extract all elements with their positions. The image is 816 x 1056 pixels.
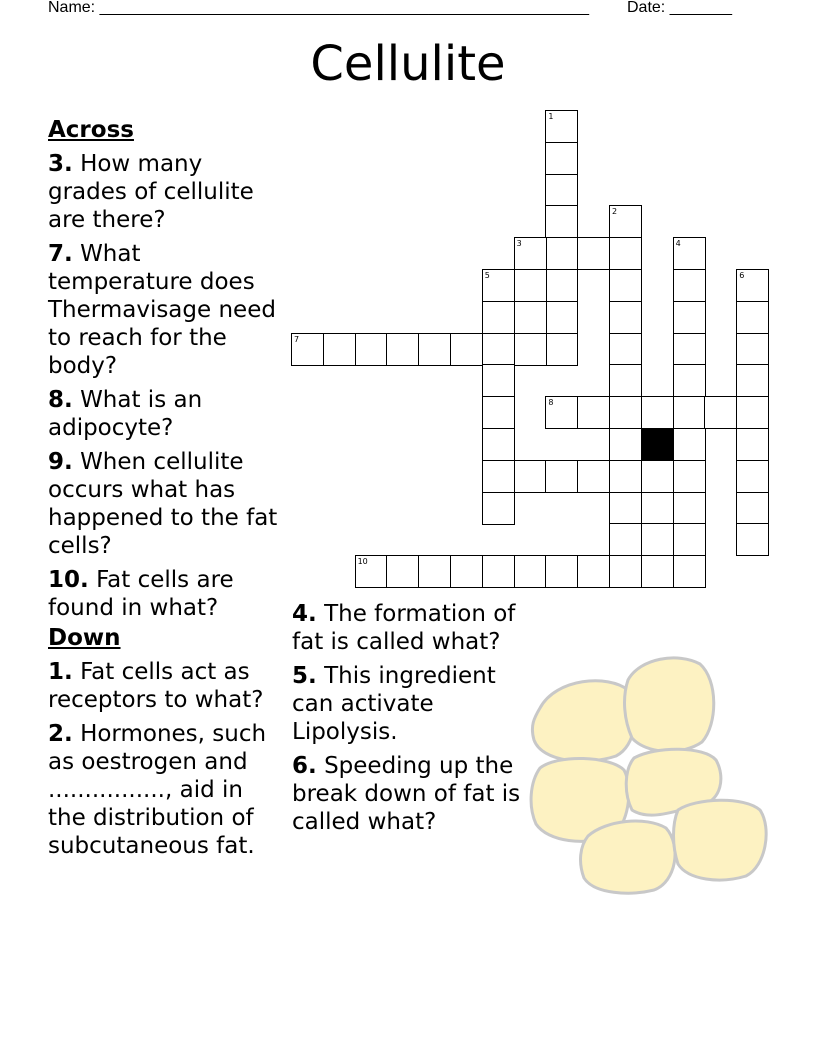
crossword-cell[interactable] — [418, 555, 451, 588]
crossword-cell[interactable] — [736, 523, 769, 556]
crossword-cell[interactable] — [673, 523, 706, 556]
crossword-cell[interactable] — [545, 205, 578, 238]
cell-number: 1 — [548, 112, 554, 121]
crossword-cell[interactable] — [482, 269, 515, 302]
crossword-cell[interactable] — [355, 333, 388, 366]
fat-cells-icon — [528, 650, 772, 898]
cell-number: 2 — [612, 207, 618, 217]
page-title: Cellulite — [310, 36, 506, 92]
crossword-cell[interactable] — [545, 301, 578, 334]
crossword-cell[interactable] — [418, 333, 451, 366]
down-clue-6: 6. Speeding up the break down of fat is called what? — [292, 753, 521, 835]
crossword-cell[interactable] — [704, 396, 737, 429]
crossword-cell[interactable] — [482, 333, 515, 366]
cell-number: 8 — [548, 398, 554, 408]
crossword-cell[interactable] — [545, 110, 578, 143]
crossword-cell[interactable] — [736, 333, 769, 366]
cell-number: 6 — [739, 271, 745, 280]
crossword-cell[interactable] — [545, 555, 578, 588]
crossword-cell[interactable] — [609, 492, 642, 525]
crossword-cell[interactable] — [482, 301, 515, 334]
crossword-cell[interactable] — [482, 396, 515, 429]
fat-cell-shapes — [531, 658, 766, 893]
crossword-cell[interactable] — [450, 333, 483, 366]
crossword-cell[interactable] — [736, 301, 769, 334]
crossword-cell[interactable] — [609, 301, 642, 334]
crossword-cell[interactable] — [673, 555, 706, 588]
crossword-cell[interactable] — [450, 555, 483, 588]
fat-cell-icon — [625, 658, 714, 751]
crossword-cell[interactable] — [514, 333, 547, 366]
crossword-cell[interactable] — [641, 492, 674, 525]
crossword-black-cell — [641, 428, 674, 461]
crossword-cell[interactable] — [641, 523, 674, 556]
cell-number: 10 — [357, 557, 368, 567]
crossword-cell[interactable] — [577, 396, 610, 429]
crossword-cell[interactable] — [545, 142, 578, 175]
cell-number: 3 — [516, 239, 522, 249]
crossword-cell[interactable] — [673, 301, 706, 334]
crossword-cell[interactable] — [609, 555, 642, 588]
crossword-cell[interactable] — [545, 460, 578, 493]
fat-cell-icon — [532, 681, 634, 761]
crossword-cell[interactable] — [577, 555, 610, 588]
crossword-cell[interactable] — [609, 364, 642, 397]
crossword-cell[interactable] — [641, 460, 674, 493]
fat-cell-icon — [674, 800, 767, 880]
crossword-cell[interactable] — [577, 460, 610, 493]
cell-number: 7 — [294, 334, 300, 344]
crossword-cell[interactable] — [323, 333, 356, 366]
crossword-cell[interactable] — [514, 555, 547, 588]
crossword-cell[interactable] — [736, 364, 769, 397]
crossword-cell[interactable] — [673, 333, 706, 366]
crossword-cell[interactable] — [673, 396, 706, 429]
crossword-cell[interactable] — [609, 523, 642, 556]
across-heading: Across — [48, 117, 134, 143]
crossword-cell[interactable] — [545, 333, 578, 366]
crossword-cell[interactable] — [482, 492, 515, 525]
cell-number: 4 — [675, 239, 681, 249]
crossword-cell[interactable] — [641, 396, 674, 429]
down-heading: Down — [48, 625, 121, 651]
across-clue-10: 10. Fat cells are found in what? — [48, 567, 234, 621]
crossword-cell[interactable] — [545, 269, 578, 302]
crossword-cell[interactable] — [609, 460, 642, 493]
crossword-cell[interactable] — [609, 333, 642, 366]
crossword-cell[interactable] — [514, 237, 547, 270]
down-clue-5: 5. This ingredient can activate Lipolysis. — [292, 663, 496, 745]
crossword-cell[interactable] — [577, 237, 610, 270]
crossword-cell[interactable] — [514, 460, 547, 493]
crossword-cell[interactable] — [736, 492, 769, 525]
down-clue-2: 2. Hormones, such as oestrogen and ................, aid in the distribution of subcutaneous fat. — [48, 721, 267, 859]
crossword-cell[interactable] — [514, 269, 547, 302]
crossword-cell[interactable] — [482, 428, 515, 461]
crossword-cell[interactable] — [609, 237, 642, 270]
name-field[interactable]: Name: _______________________________________________________ — [48, 0, 589, 16]
crossword-cell[interactable] — [736, 269, 769, 302]
crossword-cell[interactable] — [736, 428, 769, 461]
fat-cell-icon — [581, 821, 676, 893]
crossword-cell[interactable] — [609, 205, 642, 238]
across-clue-7: 7. What temperature does Thermavisage need to reach for the body? — [48, 241, 276, 379]
crossword-cell[interactable] — [673, 460, 706, 493]
crossword-cell[interactable] — [736, 396, 769, 429]
across-clue-9: 9. When cellulite occurs what has happened to the fat cells? — [48, 449, 278, 559]
crossword-cell[interactable] — [673, 364, 706, 397]
crossword-cell[interactable] — [736, 460, 769, 493]
crossword-cell[interactable] — [673, 428, 706, 461]
crossword-cell[interactable] — [673, 237, 706, 270]
cell-number: 5 — [484, 271, 490, 280]
crossword-cell[interactable] — [545, 174, 578, 207]
clues-left-column — [48, 116, 280, 866]
crossword-cell[interactable] — [291, 333, 324, 366]
down-clue-4: 4. The formation of fat is called what? — [292, 601, 516, 655]
crossword-cell[interactable] — [482, 460, 515, 493]
crossword-cell[interactable] — [514, 301, 547, 334]
crossword-cell[interactable] — [545, 237, 578, 270]
across-clue-8: 8. What is an adipocyte? — [48, 387, 203, 441]
clues-right-column — [292, 600, 524, 842]
crossword-cell[interactable] — [641, 555, 674, 588]
date-field[interactable]: Date: _______ — [627, 0, 732, 16]
down-clue-1: 1. Fat cells act as receptors to what? — [48, 659, 264, 713]
crossword-cell[interactable] — [386, 333, 419, 366]
crossword-cell[interactable] — [386, 555, 419, 588]
across-clue-3: 3. How many grades of cellulite are there? — [48, 151, 254, 233]
crossword-cell[interactable] — [609, 269, 642, 302]
crossword-cell[interactable] — [482, 555, 515, 588]
crossword-cell[interactable] — [673, 269, 706, 302]
crossword-cell[interactable] — [355, 555, 388, 588]
crossword-cell[interactable] — [482, 364, 515, 397]
crossword-cell[interactable] — [609, 396, 642, 429]
crossword-cell[interactable] — [545, 396, 578, 429]
crossword-cell[interactable] — [609, 428, 642, 461]
crossword-cell[interactable] — [673, 492, 706, 525]
